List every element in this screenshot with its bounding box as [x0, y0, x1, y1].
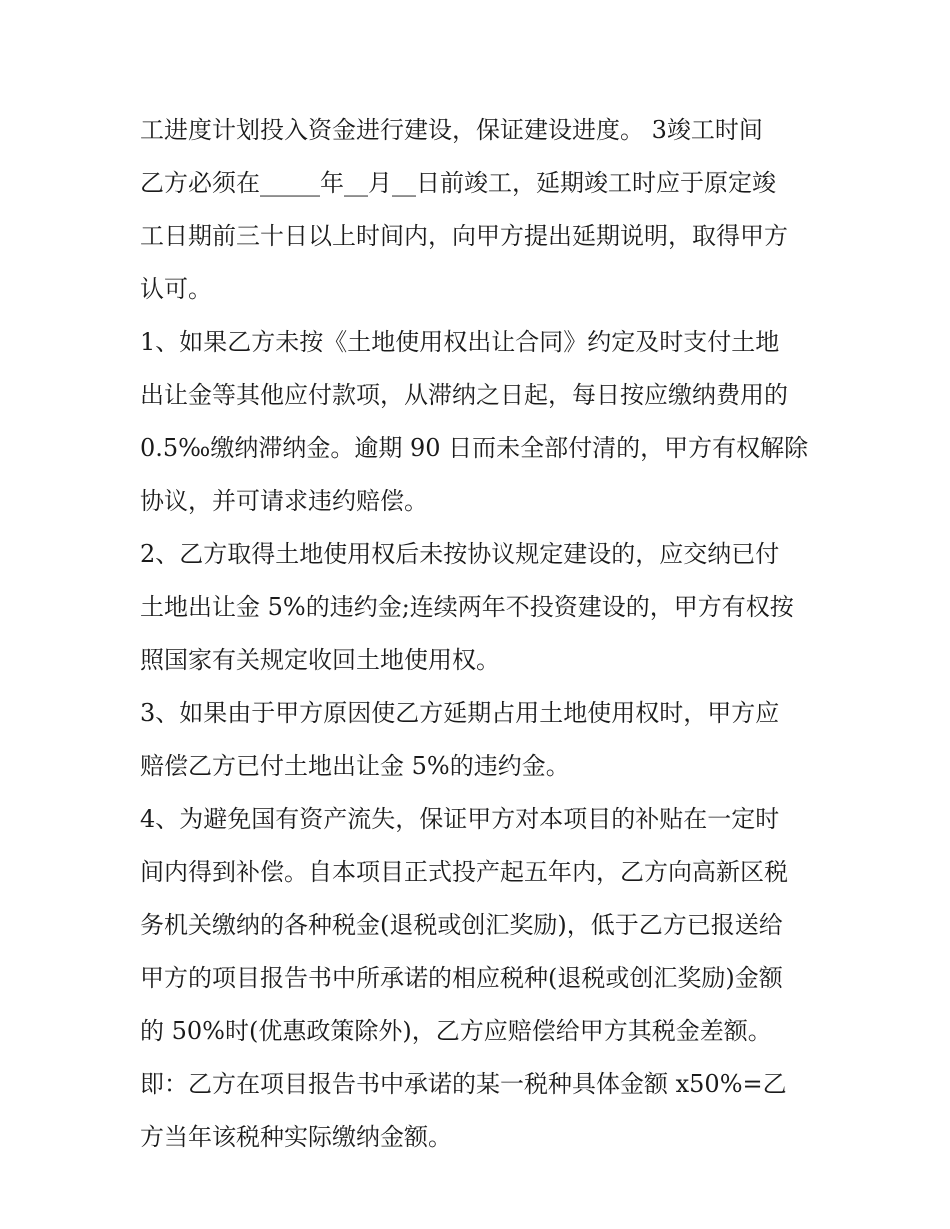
text-line: 4、为避免国有资产流失，保证甲方对本项目的补贴在一定时: [140, 805, 780, 833]
text-line: 协议，并可请求违约赔偿。: [140, 487, 428, 515]
text-line: 认可。: [140, 275, 212, 303]
text-line: 工进度计划投入资金进行建设，保证建设进度。 3竣工时间: [140, 116, 763, 144]
text-line: 乙方必须在_____年__月__日前竣工，延期竣工时应于原定竣: [140, 169, 776, 197]
text-line: 工日期前三十日以上时间内，向甲方提出延期说明，取得甲方: [140, 222, 788, 250]
text-line: 即：乙方在项目报告书中承诺的某一税种具体金额 x50%=乙: [140, 1070, 787, 1098]
text-line: 0.5‰缴纳滞纳金。逾期 90 日而未全部付清的，甲方有权解除: [140, 434, 809, 462]
text-line: 间内得到补偿。自本项目正式投产起五年内，乙方向高新区税: [140, 858, 788, 886]
text-line: 出让金等其他应付款项，从滞纳之日起，每日按应缴纳费用的: [140, 381, 788, 409]
text-line: 2、乙方取得土地使用权后未按协议规定建设的，应交纳已付: [140, 540, 780, 568]
text-line: 务机关缴纳的各种税金(退税或创汇奖励)，低于乙方已报送给: [140, 911, 783, 939]
text-line: 1、如果乙方未按《土地使用权出让合同》约定及时支付土地: [140, 328, 780, 356]
document-body: [140, 104, 820, 1164]
text-line: 照国家有关规定收回土地使用权。: [140, 646, 500, 674]
text-line: 土地出让金 5%的违约金;连续两年不投资建设的，甲方有权按: [140, 593, 794, 621]
text-line: 赔偿乙方已付土地出让金 5%的违约金。: [140, 752, 570, 780]
text-line: 的 50%时(优惠政策除外)，乙方应赔偿给甲方其税金差额。: [140, 1017, 772, 1045]
text-line: 3、如果由于甲方原因使乙方延期占用土地使用权时，甲方应: [140, 699, 780, 727]
text-line: 甲方的项目报告书中所承诺的相应税种(退税或创汇奖励)金额: [140, 964, 783, 992]
text-line: 方当年该税种实际缴纳金额。: [140, 1123, 452, 1151]
